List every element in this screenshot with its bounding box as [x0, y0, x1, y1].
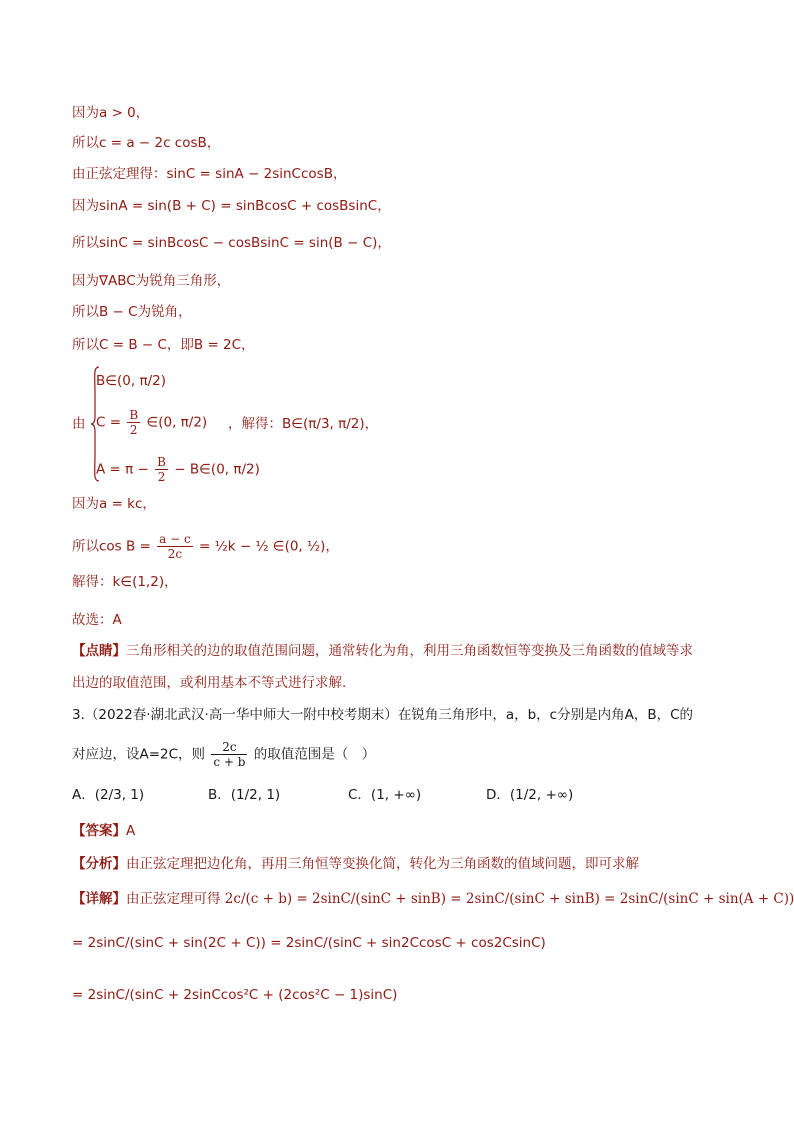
cos-b-fraction: $\frac{a - c}{2c}$	[159, 532, 191, 561]
option-b: B．(1/2, 1)	[208, 787, 281, 803]
analysis-line	[72, 855, 639, 873]
step-k-range: 解得：k∈(1,2)，	[72, 574, 178, 590]
problem-3-stem-line1: 3.（2022春·湖北武汉·高一华中师大一附中校考期末）在锐角三角形中，a，b，c分别是内角A，B，C的	[72, 707, 694, 723]
step-a-positive: 因为a > 0，	[72, 105, 150, 121]
review-tag: 【点睛】	[72, 643, 126, 659]
analysis-tag: 【分析】	[72, 856, 126, 872]
problem-3-stem-suffix: 的取值范围是（ ）	[253, 746, 376, 763]
answer-line	[72, 822, 135, 840]
system-row-c-right: ∈(0, π/2)	[146, 414, 208, 431]
system-row-a-fraction: $\frac{B}{2}$	[157, 455, 166, 484]
answer-tag: 【答案】	[72, 823, 126, 839]
detail-lead: 由正弦定理可得	[126, 891, 221, 907]
problem-3-stem-line2	[72, 740, 375, 769]
detail-equation-3: = 2sinC/(sinC + 2sinCcos²C + (2cos²C − 1)sinC)	[72, 987, 398, 1003]
system-row-a-range	[96, 455, 260, 484]
review-text-1: 三角形相关的边的取值范围问题，通常转化为角，利用三角函数恒等变换及三角函数的值域等求	[126, 643, 693, 659]
step-b-equals-2c: 所以C = B − C，即B = 2C，	[72, 337, 255, 353]
option-d: D．(1/2, +∞)	[486, 787, 574, 803]
problem-3-fraction: $\frac{2c}{c + b}$	[213, 740, 246, 769]
system-row-a-left: A = π −	[96, 461, 149, 478]
step-cos-b-range	[72, 532, 339, 561]
step-b-minus-c-acute: 所以B − C为锐角，	[72, 304, 192, 320]
system-row-a-right: − B∈(0, π/2)	[174, 461, 260, 478]
system-solution: ，解得：B∈(π/3, π/2)，	[228, 416, 379, 432]
step-sin-c-result: 所以sinC = sinBcosC − cosBsinC = sin(B − C)，	[72, 235, 391, 251]
step-sin-a-expansion: 因为sinA = sin(B + C) = sinBcosC + cosBsinC，	[72, 198, 391, 214]
option-c: C．(1, +∞)	[348, 787, 422, 803]
step-a-equals-kc: 因为a = kc，	[72, 496, 156, 512]
review-paragraph-line1	[72, 642, 693, 660]
system-row-c-left: C =	[96, 414, 122, 431]
system-row-c-range	[96, 408, 207, 437]
review-paragraph-line2: 出边的取值范围，或利用基本不等式进行求解.	[72, 675, 347, 691]
cos-b-suffix: = ½k − ½ ∈(0, ½)，	[199, 538, 339, 555]
answer-value: A	[126, 823, 136, 839]
step-choice: 故选：A	[72, 612, 122, 628]
cos-b-prefix: 所以cos B =	[72, 538, 151, 555]
analysis-text: 由正弦定理把边化角，再用三角恒等变换化简，转化为三角函数的值域问题，即可求解	[126, 856, 639, 872]
detail-line1	[72, 890, 794, 908]
detail-tag: 【详解】	[72, 891, 126, 907]
option-a: A．(2/3, 1)	[72, 787, 145, 803]
step-acute-triangle: 因为∇ABC为锐角三角形，	[72, 273, 231, 289]
step-c-expression: 所以c = a − 2c cosB，	[72, 135, 221, 151]
detail-equation-1: 2c/(c + b) = 2sinC/(sinC + sinB) = 2sinC/(sinC + sinB) = 2sinC/(sinC + sin(A + C))	[224, 891, 794, 907]
system-row-b-range: B∈(0, π/2)	[96, 373, 166, 389]
step-sine-law: 由正弦定理得：sinC = sinA − 2sinCcosB，	[72, 166, 347, 182]
system-row-c-fraction: $\frac{B}{2}$	[129, 408, 139, 437]
detail-equation-2: = 2sinC/(sinC + sin(2C + C)) = 2sinC/(sinC + sin2CcosC + cos2CsinC)	[72, 935, 546, 951]
problem-3-stem-prefix: 对应边，设A=2C，则	[72, 746, 206, 763]
system-prefix: 由	[72, 416, 86, 432]
